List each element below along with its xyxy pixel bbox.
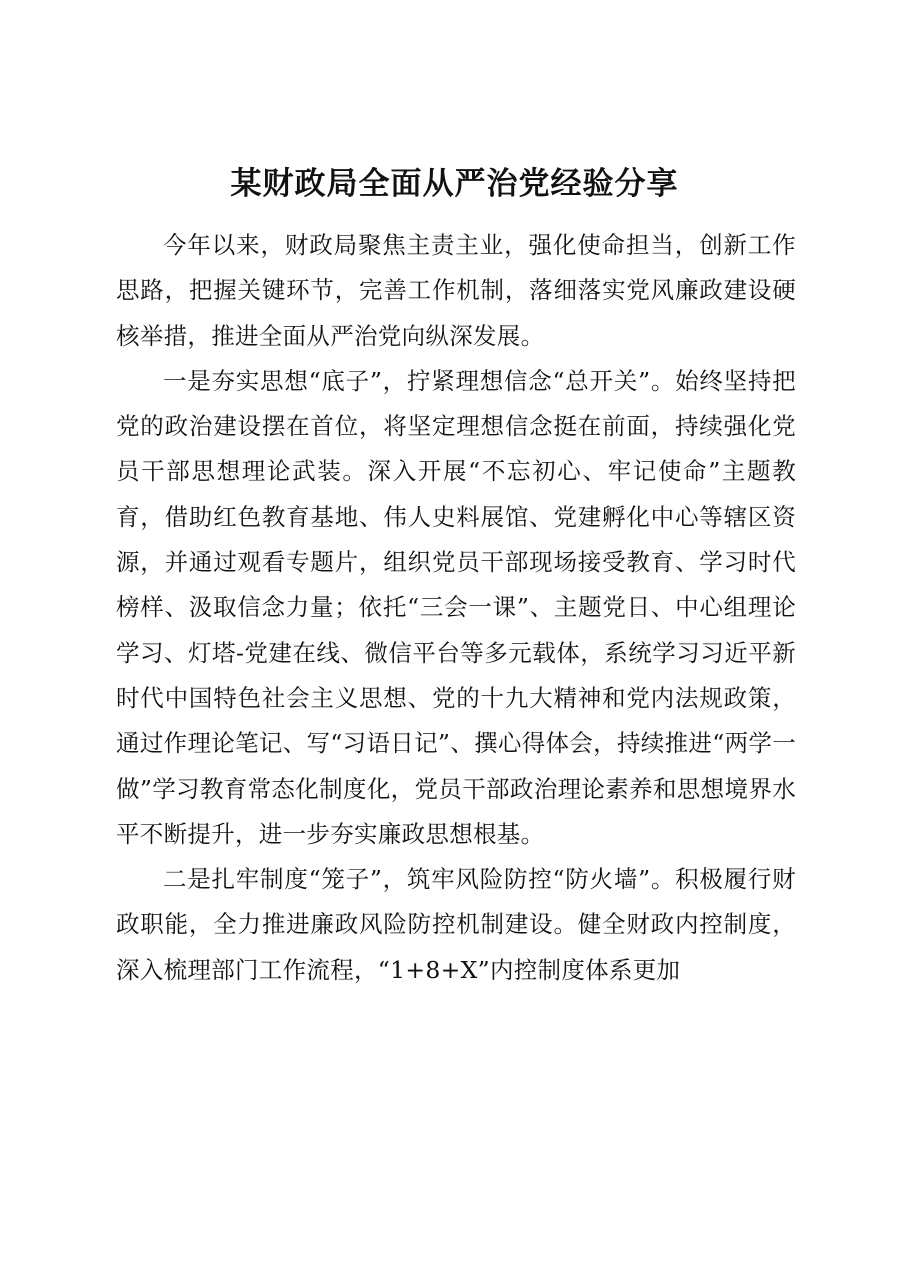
document-title: 某财政局全面从严治党经验分享 (230, 166, 679, 202)
paragraph-point-two: 二是扎牢制度“笼子”，筑牢风险防控“防火墙”。积极履行财政职能，全力推进廉政风险防控机制建设。健全财政内控制度，深入梳理部门工作流程，“1+8+X”内控制度体系更加 (116, 865, 796, 984)
paragraph-point-one: 一是夯实思想“底子”，拧紧理想信念“总开关”。始终坚持把党的政治建设摆在首位，将坚定理想信念挺在前面，持续强化党员干部思想理论武装。深入开展“不忘初心、牢记使命”主题教育，借助红色教育基地、伟人史料展馆、党建孵化中心等辖区资源，并通过观看专题片，组织党员干部现场接受教育、学习时代榜样、汲取信念力量；依托“三会一课”、主题党日、中心组理论学习、灯塔-党建在线、微信平台等多元载体，系统学习习近平新时代中国特色社会主义思想、党的十九大精神和党内法规政策，通过作理论笔记、写“习语日记”、撰心得体会，持续推进“两学一做”学习教育常态化制度化，党员干部政治理论素养和思想境界水平不断提升，进一步夯实廉政思想根基。 (116, 366, 796, 848)
document-body (116, 223, 796, 993)
paragraph-intro: 今年以来，财政局聚焦主责主业，强化使命担当，创新工作思路，把握关键环节，完善工作机制，落细落实党风廉政建设硬核举措，推进全面从严治党向纵深发展。 (116, 231, 796, 350)
